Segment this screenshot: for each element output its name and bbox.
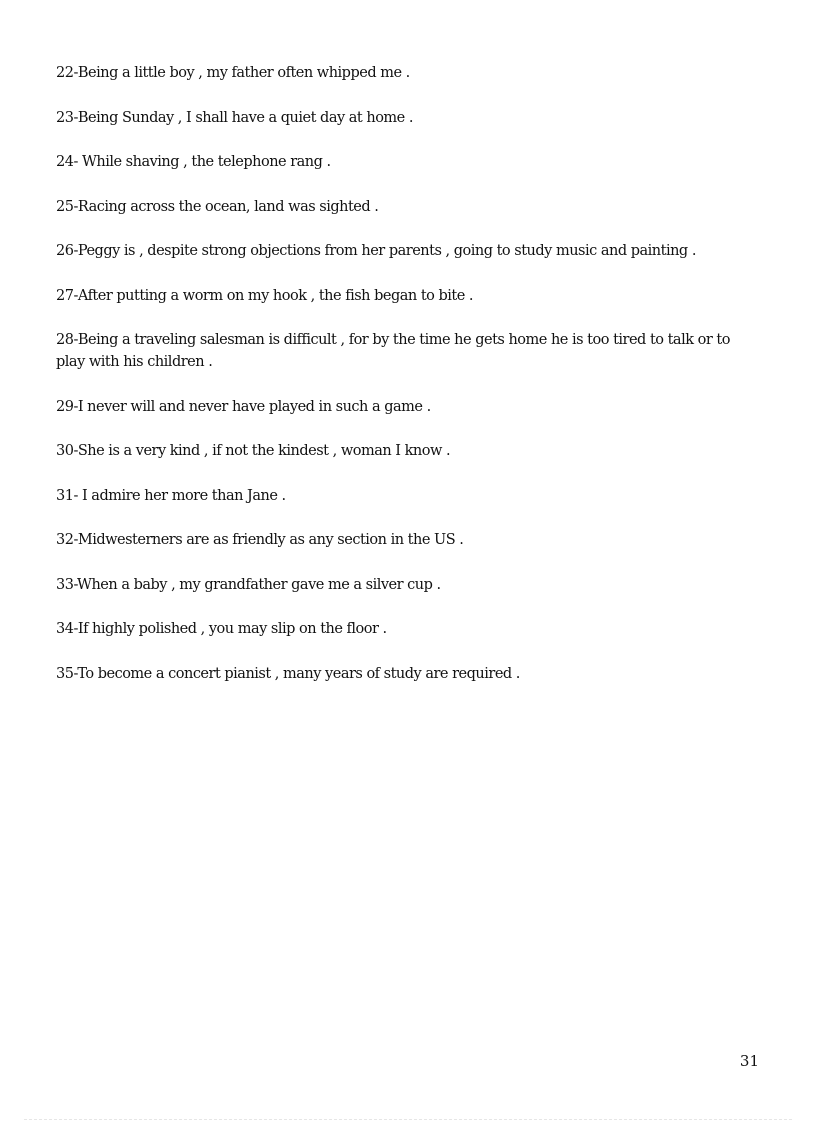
page-number: 31 <box>739 1052 759 1070</box>
sentence-30: 30-She is a very kind , if not the kindest , woman I know . <box>56 443 451 459</box>
sentence-31: 31- I admire her more than Jane . <box>56 487 286 504</box>
sentence-34: 34-If highly polished , you may slip on the floor . <box>56 621 387 637</box>
sentence-22: 22-Being a little boy , my father often whipped me . <box>56 65 410 81</box>
sentence-32: 32-Midwesterners are as friendly as any section in the US . <box>56 532 464 548</box>
sentence-28: 28-Being a traveling salesman is difficult , for by the time he gets home he is too tired to talk or to play with his children . <box>56 332 730 370</box>
sentence-29: 29-I never will and never have played in such a game . <box>56 398 431 415</box>
sentence-23: 23-Being Sunday , I shall have a quiet day at home . <box>56 109 413 126</box>
sentence-27: 27-After putting a worm on my hook , the fish began to bite . <box>56 287 474 304</box>
sentence-25: 25-Racing across the ocean, land was sighted . <box>56 198 379 215</box>
sentence-26: 26-Peggy is , despite strong objections from her parents , going to study music and painting . <box>56 243 696 259</box>
sentence-35: 35-To become a concert pianist , many years of study are required . <box>56 665 520 682</box>
page-bottom-divider <box>24 1119 792 1120</box>
sentence-33: 33-When a baby , my grandfather gave me a silver cup . <box>56 576 441 593</box>
sentence-list <box>56 62 756 707</box>
sentence-24: 24- While shaving , the telephone rang . <box>56 154 331 170</box>
